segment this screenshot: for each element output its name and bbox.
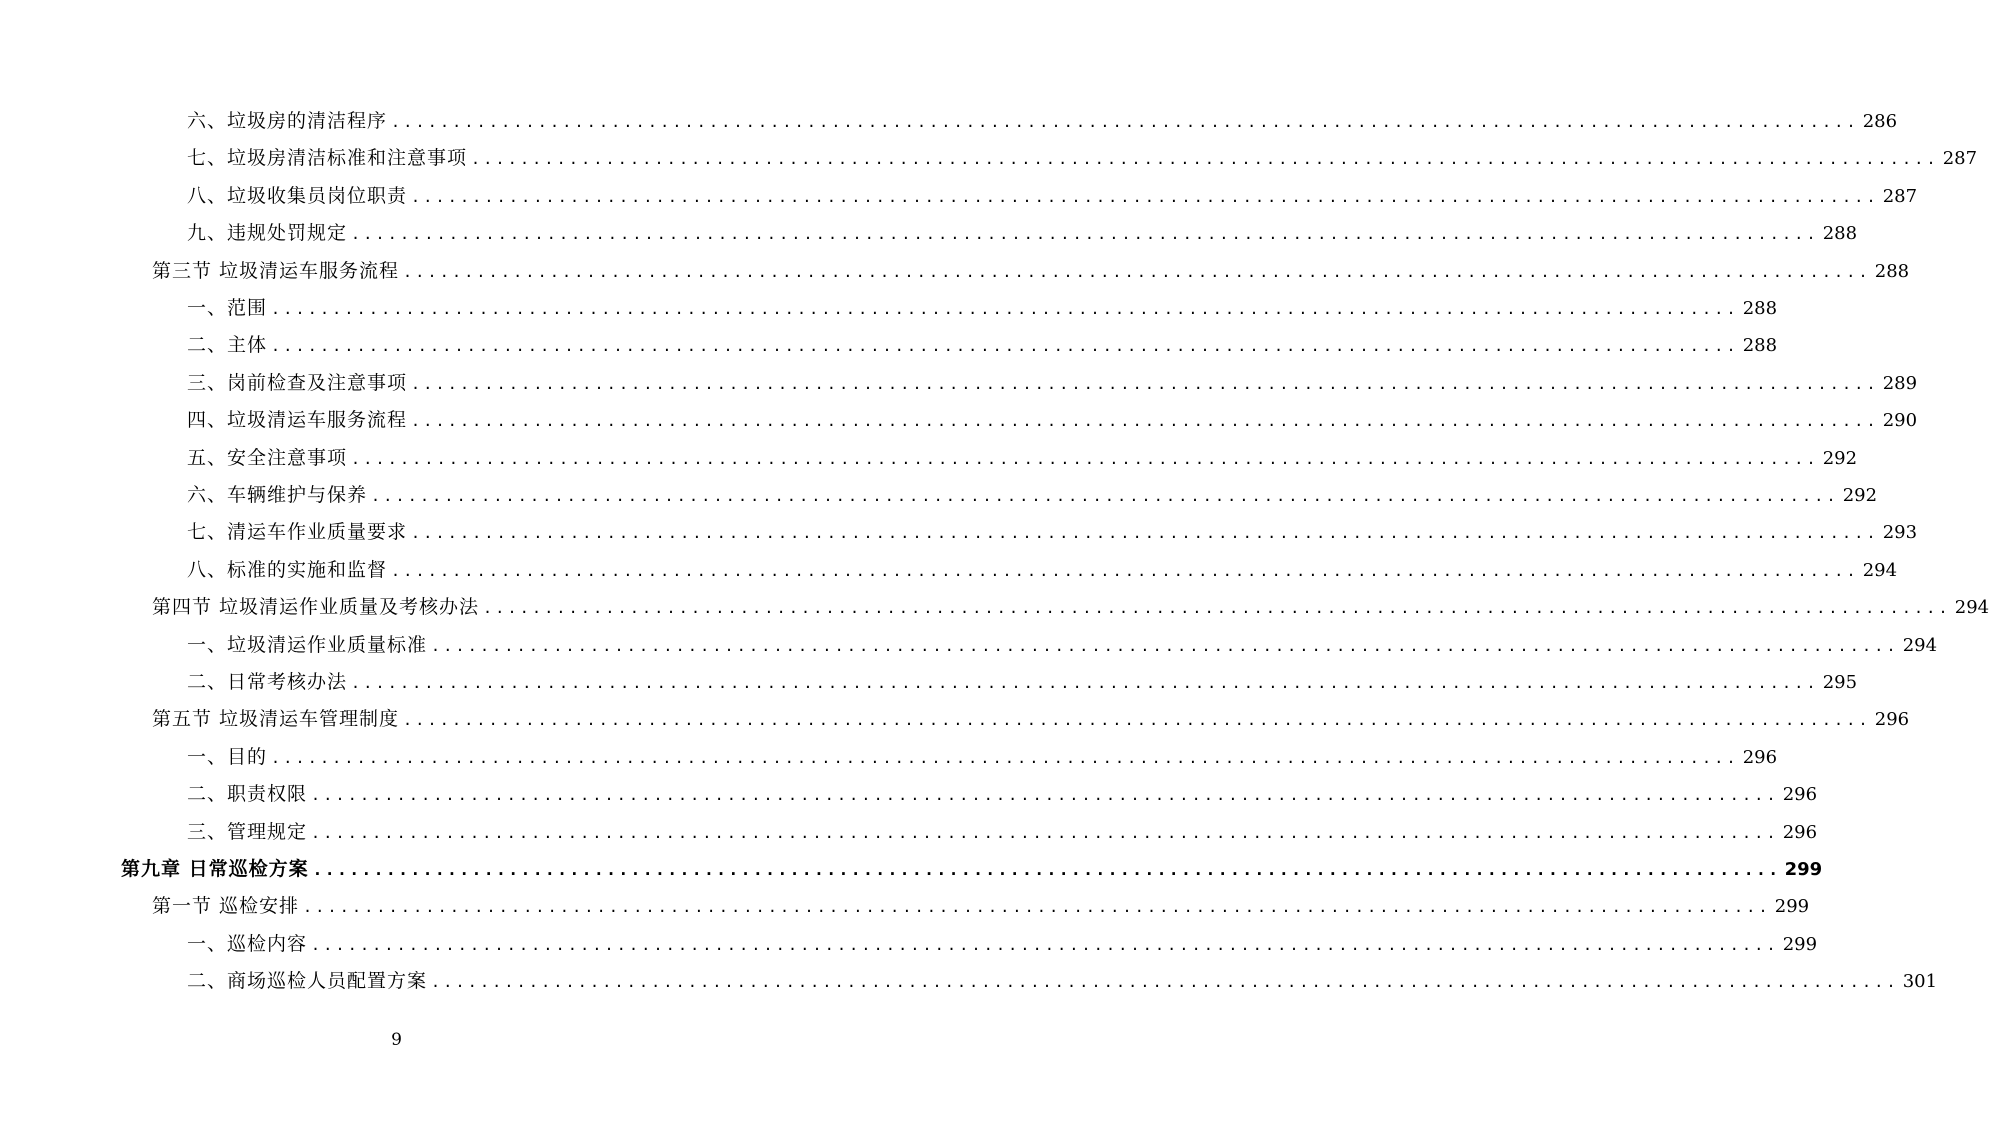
toc-entry-title: 五、安全注意事项 [187,446,348,469]
page-number: 9 [391,1030,402,1050]
toc-entry-page: 296 [1874,709,1910,731]
toc-entry-title: 一、目的 [187,745,268,768]
toc-entry[interactable] [187,327,1778,364]
toc-entry-page: 294 [1954,597,1989,619]
toc-dot-leader: ........................................................................................................................ [311,935,1779,954]
toc-entry[interactable] [152,701,1910,738]
toc-entry-title: 一、范围 [187,297,268,319]
toc-entry-title: 八、标准的实施和监督 [187,558,388,581]
toc-entry-title: 九、违规处罚规定 [187,222,348,245]
toc-entry[interactable] [187,290,1778,327]
toc-dot-leader: ........................................................................................................................ [391,561,1859,580]
toc-entry[interactable] [187,963,1938,1000]
toc-dot-leader: ........................................................................................................................ [411,374,1879,393]
toc-entry-page: 289 [1882,372,1918,394]
toc-dot-leader: ........................................................................................................................ [411,187,1879,206]
toc-entry-title: 三、管理规定 [187,820,308,843]
toc-dot-leader: ........................................................................................................................ [311,823,1779,842]
toc-dot-leader: ........................................................................................................................ [271,300,1739,318]
toc-entry-page: 296 [1782,821,1818,843]
toc-entry[interactable] [152,253,1910,290]
toc-entry-title: 一、垃圾清运作业质量标准 [187,633,428,656]
toc-dot-leader: ........................................................................................................................ [351,449,1819,468]
toc-entry-title: 二、商场巡检人员配置方案 [187,970,428,993]
toc-entry[interactable] [187,402,1918,439]
toc-dot-leader: ........................................................................................................................ [351,674,1819,692]
toc-entry-title: 七、清运车作业质量要求 [187,521,408,544]
toc-entry-page: 288 [1742,335,1778,357]
toc-entry-page: 292 [1822,447,1858,469]
toc-entry-title: 二、主体 [187,334,268,357]
toc-entry-title: 四、垃圾清运车服务流程 [187,409,408,432]
toc-dot-leader: ........................................................................................................................ [411,412,1879,431]
toc-entry-title: 六、垃圾房的清洁程序 [187,110,388,132]
toc-entry-title: 二、日常考核办法 [187,671,348,693]
toc-entry-title: 第三节 垃圾清运车服务流程 [152,259,400,282]
toc-entry[interactable] [187,365,1918,402]
toc-entry[interactable] [152,888,1810,925]
toc-entry-page: 294 [1862,559,1898,581]
toc-entry[interactable] [187,140,1978,177]
toc-entry-page: 294 [1902,634,1938,656]
toc-entry[interactable] [187,440,1858,477]
toc-entry-title: 第五节 垃圾清运车管理制度 [152,708,400,731]
toc-dot-leader: ........................................................................................................................ [311,786,1779,805]
toc-entry-page: 287 [1942,148,1978,170]
toc-entry-title: 二、职责权限 [187,783,308,806]
toc-entry-page: 286 [1862,111,1898,132]
toc-entry[interactable] [121,851,1823,888]
toc-entry-title: 第四节 垃圾清运作业质量及考核办法 [152,596,480,619]
toc-entry-title: 三、岗前检查及注意事项 [187,371,408,394]
toc-entry[interactable] [187,552,1898,589]
toc-entry[interactable] [187,814,1818,851]
toc-dot-leader: ........................................................................................................................ [391,113,1859,131]
toc-entry-page: 288 [1822,223,1858,245]
toc-entry-page: 301 [1902,971,1938,993]
toc-entry-title: 六、车辆维护与保养 [187,484,368,506]
toc-dot-leader: ........................................................................................................................ [303,898,1771,917]
toc-entry-title: 第一节 巡检安排 [152,895,300,918]
toc-dot-leader: ........................................................................................................................ [271,748,1739,767]
toc-entry-page: 296 [1742,746,1778,768]
toc-entry[interactable] [187,926,1818,963]
toc-entry[interactable] [187,627,1938,664]
toc-dot-leader: ........................................................................................................................ [411,524,1879,543]
toc-dot-leader: ........................................................................................................................ [312,860,1781,879]
toc-dot-leader: ........................................................................................................................ [483,599,1951,618]
toc-entry-page: 288 [1874,260,1910,282]
toc-dot-leader: ........................................................................................................................ [431,973,1899,992]
toc-entry-title: 八、垃圾收集员岗位职责 [187,184,408,207]
toc-entry[interactable] [187,103,1898,140]
toc-dot-leader: ........................................................................................................................ [431,636,1899,655]
toc-entry[interactable] [152,589,1989,626]
toc-entry-page: 288 [1742,298,1778,319]
toc-entry-page: 295 [1822,672,1858,693]
toc-entry[interactable] [187,664,1858,701]
toc-entry-page: 299 [1782,933,1818,955]
toc-dot-leader: ........................................................................................................................ [471,150,1939,169]
toc-entry-page: 299 [1784,859,1823,880]
toc-dot-leader: ........................................................................................................................ [403,711,1871,730]
toc-dot-leader: ........................................................................................................................ [271,337,1739,356]
toc-entry-page: 296 [1782,784,1818,806]
toc-entry-title: 七、垃圾房清洁标准和注意事项 [187,147,468,170]
toc-dot-leader: ........................................................................................................................ [351,225,1819,244]
toc-entry[interactable] [187,178,1918,215]
toc-entry-page: 299 [1774,896,1810,918]
toc-entry[interactable] [187,215,1858,252]
toc-entry[interactable] [187,514,1918,551]
toc-entry-page: 292 [1842,485,1878,506]
toc-entry-title: 一、巡检内容 [187,932,308,955]
toc-entry-page: 290 [1882,410,1918,432]
toc-entry-page: 293 [1882,522,1918,544]
toc-entry[interactable] [187,477,1878,514]
toc-entry[interactable] [187,739,1778,776]
toc-entry-page: 287 [1882,185,1918,207]
toc-dot-leader: ........................................................................................................................ [371,487,1839,505]
toc-dot-leader: ........................................................................................................................ [403,262,1871,281]
toc-entry-title: 第九章 日常巡检方案 [121,858,309,880]
toc-entry[interactable] [187,776,1818,813]
